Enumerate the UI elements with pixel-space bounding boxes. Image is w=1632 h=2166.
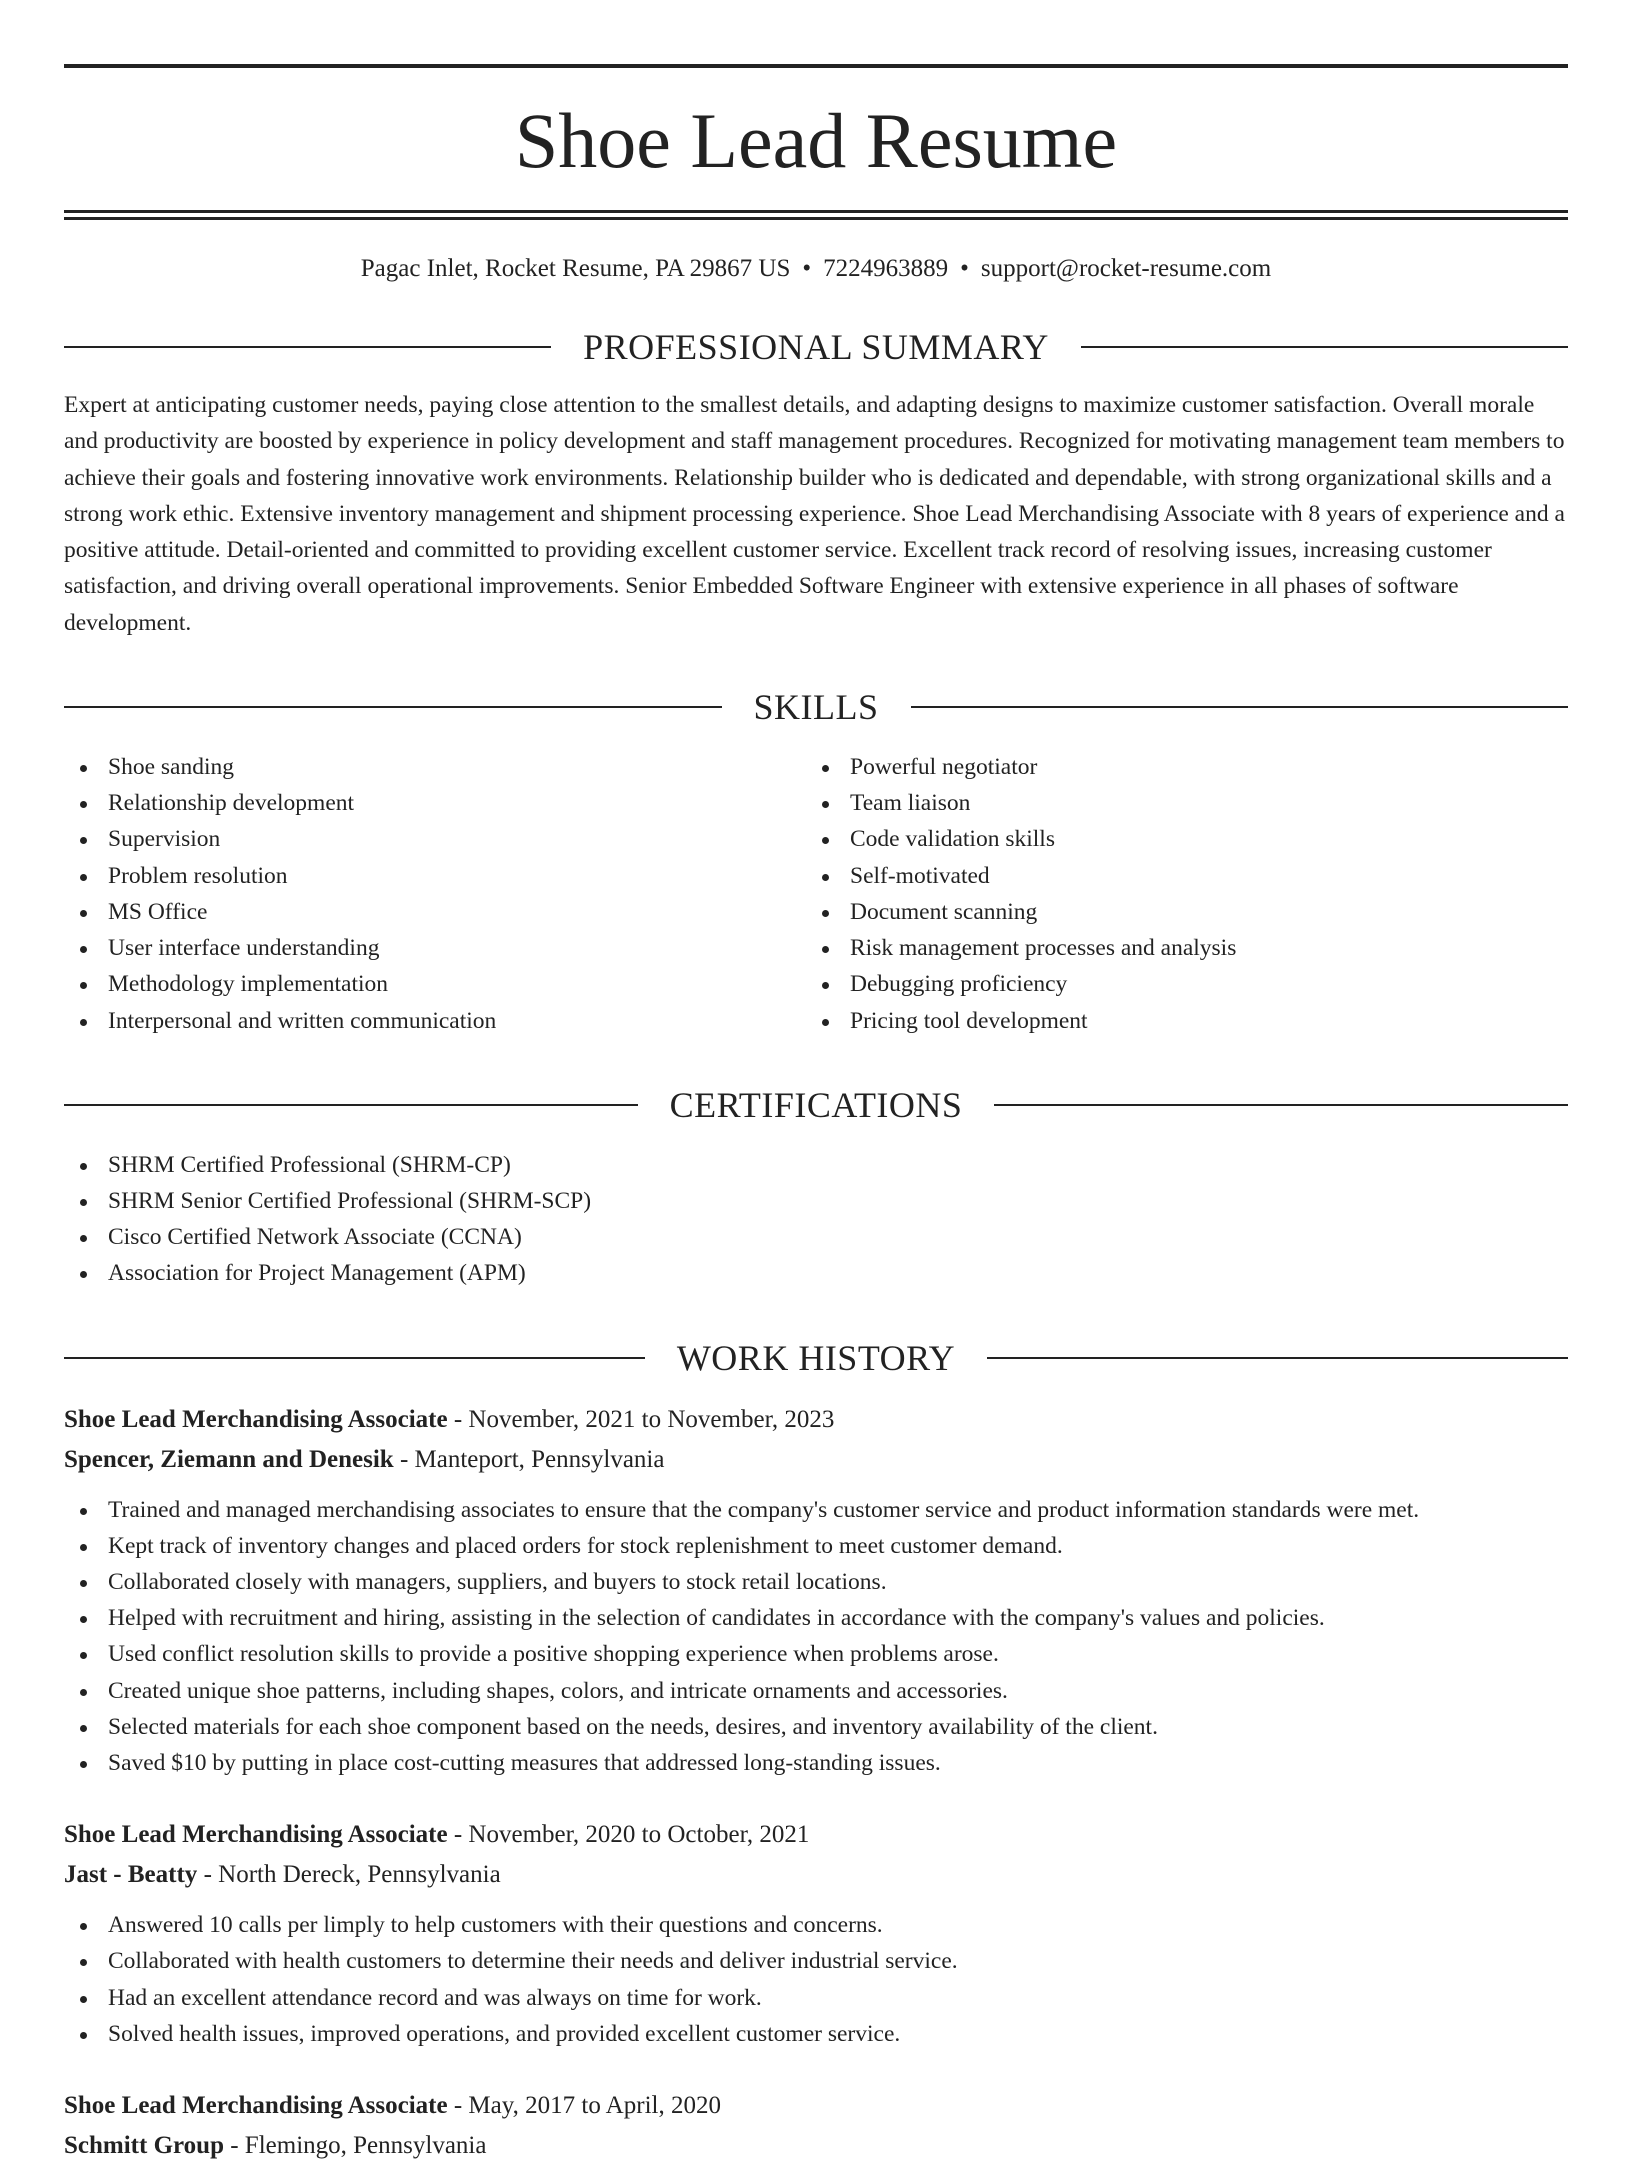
list-item: Collaborated with health customers to determine their needs and deliver industrial service. [64, 1943, 1568, 1979]
list-item: Used conflict resolution skills to provide a positive shopping experience when problems arose. [64, 1636, 1568, 1672]
list-item: SHRM Senior Certified Professional (SHRM-SCP) [64, 1183, 1568, 1219]
contact-phone[interactable]: 7224963889 [823, 255, 949, 282]
list-item: Answered 10 calls per limply to help customers with their questions and concerns. [64, 1907, 1568, 1943]
job-title-line [64, 2086, 1568, 2126]
section-header-summary [64, 329, 1568, 365]
section-rule [64, 1357, 645, 1359]
list-item: Had an excellent attendance record and was always on time for work. [64, 1980, 1568, 2016]
list-item: Selected materials for each shoe component based on the needs, desires, and inventory availability of the client. [64, 1709, 1568, 1745]
list-item: Helped with recruitment and hiring, assisting in the selection of candidates in accordance with the company's values and policies. [64, 1600, 1568, 1636]
list-item: Collaborated closely with managers, suppliers, and buyers to stock retail locations. [64, 1564, 1568, 1600]
list-item: Created unique shoe patterns, including shapes, colors, and intricate ornaments and accessories. [64, 1673, 1568, 1709]
section-title: WORK HISTORY [676, 1337, 956, 1378]
page-title: Shoe Lead Resume [514, 97, 1118, 184]
list-item: Interpersonal and written communication [64, 1003, 806, 1039]
job-location: - Flemingo, Pennsylvania [223, 2131, 487, 2159]
title-double-rule [64, 210, 1568, 220]
section-title: CERTIFICATIONS [669, 1084, 963, 1125]
list-item: Trained and managed merchandising associates to ensure that the company's customer service and product information standards were met. [64, 1492, 1568, 1528]
top-rule [64, 64, 1568, 68]
list-item: Methodology implementation [64, 966, 806, 1002]
job-title: Shoe Lead Merchandising Associate [64, 1821, 448, 1849]
list-item: Pricing tool development [806, 1003, 1548, 1039]
contact-separator: • [802, 255, 812, 282]
list-item: Powerful negotiator [806, 749, 1548, 785]
job-company: Schmitt Group [64, 2131, 224, 2159]
list-item: Self-motivated [806, 858, 1548, 894]
contact-separator: • [960, 255, 969, 282]
job-title-line [64, 1400, 1568, 1440]
section-rule [987, 1357, 1568, 1359]
job-dates: - November, 2020 to October, 2021 [447, 1821, 810, 1849]
job-entry [64, 1815, 1568, 2052]
section-rule [64, 706, 722, 708]
job-location: - Manteport, Pennsylvania [393, 1445, 665, 1473]
job-bullets [64, 1907, 1568, 2052]
list-item: Team liaison [806, 785, 1548, 821]
list-item: SHRM Certified Professional (SHRM-CP) [64, 1147, 1568, 1183]
list-item: User interface understanding [64, 930, 806, 966]
list-item: Shoe sanding [64, 749, 806, 785]
job-title-line [64, 1815, 1568, 1855]
list-item: Document scanning [806, 894, 1548, 930]
work-history-list [64, 1400, 1568, 2166]
summary-paragraph: Expert at anticipating customer needs, paying close attention to the smallest details, and adapting designs to maximize customer satisfaction. Overall morale and productivity are boosted by experience in policy development and staff management procedures. Recognized for motivating management team members to achieve their goals and fostering innovative work environments. Relationship builder who is dedicated and dependable, with strong organizational skills and a strong work ethic. Extensive inventory management and shipment processing experience. Shoe Lead Merchandising Associate with 8 years of experience and a positive attitude. Detail-oriented and committed to providing excellent customer service. Excellent track record of resolving issues, increasing customer satisfaction, and driving overall operational improvements. Senior Embedded Software Engineer with extensive experience in all phases of software development. [64, 392, 1565, 636]
contact-address: Pagac Inlet, Rocket Resume, PA 29867 US [360, 255, 791, 282]
job-company-line [64, 1855, 1568, 1895]
list-item: Debugging proficiency [806, 966, 1548, 1002]
list-item: Solved health issues, improved operations, and provided excellent customer service. [64, 2016, 1568, 2052]
job-title: Shoe Lead Merchandising Associate [64, 1405, 448, 1433]
job-bullets [64, 1492, 1568, 1782]
section-rule [64, 1104, 638, 1106]
list-item: Risk management processes and analysis [806, 930, 1548, 966]
job-dates: - November, 2021 to November, 2023 [447, 1405, 835, 1433]
job-company-line [64, 1440, 1568, 1480]
section-title: SKILLS [753, 687, 879, 728]
job-title: Shoe Lead Merchandising Associate [64, 2091, 448, 2119]
job-company: Spencer, Ziemann and Denesik [64, 1445, 394, 1473]
list-item: MS Office [64, 894, 806, 930]
job-dates: - May, 2017 to April, 2020 [447, 2091, 721, 2119]
job-company-line [64, 2126, 1568, 2166]
job-location: - North Dereck, Pennsylvania [197, 1861, 501, 1889]
skills-columns [64, 749, 1568, 1039]
section-rule [911, 706, 1569, 708]
list-item: Problem resolution [64, 858, 806, 894]
list-item: Kept track of inventory changes and placed orders for stock replenishment to meet customer demand. [64, 1528, 1568, 1564]
skills-list-left [64, 749, 806, 1039]
list-item: Supervision [64, 821, 806, 857]
section-header-work-history [64, 1337, 1568, 1378]
job-company: Jast - Beatty [64, 1861, 198, 1889]
section-rule [64, 346, 551, 348]
contact-email[interactable]: support@rocket-resume.com [980, 255, 1272, 282]
list-item: Code validation skills [806, 821, 1548, 857]
list-item: Relationship development [64, 785, 806, 821]
list-item: Association for Project Management (APM) [64, 1255, 1568, 1291]
job-entry [64, 2086, 1568, 2166]
contact-line [64, 256, 1568, 281]
section-rule [994, 1104, 1568, 1106]
job-entry [64, 1400, 1568, 1782]
section-header-skills [64, 687, 1568, 728]
section-title: PROFESSIONAL SUMMARY [583, 327, 1049, 367]
section-rule [1081, 346, 1568, 348]
list-item: Cisco Certified Network Associate (CCNA) [64, 1219, 1568, 1255]
list-item: Saved $10 by putting in place cost-cutting measures that addressed long-standing issues. [64, 1745, 1568, 1781]
section-header-certifications [64, 1084, 1568, 1125]
certifications-list [64, 1147, 1568, 1292]
resume-page [64, 64, 1568, 2166]
skills-list-right [806, 749, 1548, 1039]
